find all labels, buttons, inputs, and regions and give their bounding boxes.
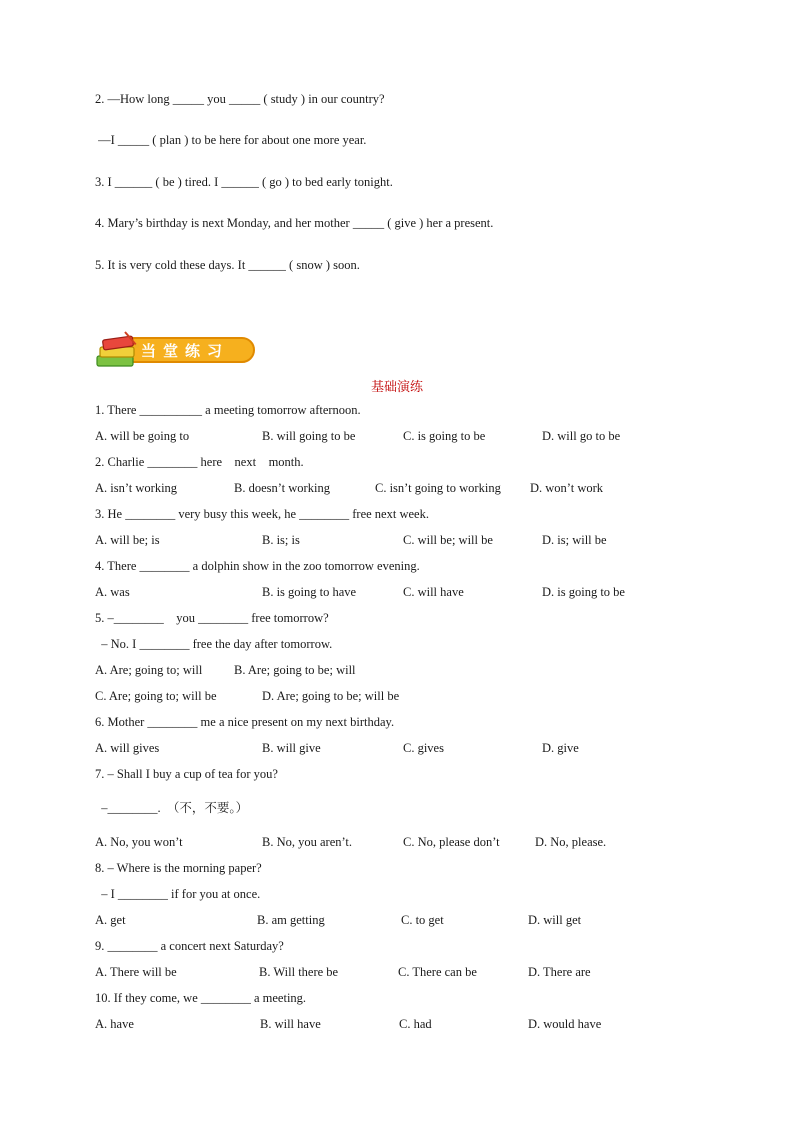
q6-option-a[interactable]: A. will gives <box>95 741 160 755</box>
q9-option-a[interactable]: A. There will be <box>95 965 177 979</box>
q2-option-d[interactable]: D. won’t work <box>530 481 604 495</box>
banner-label: 当堂练习 <box>141 342 230 360</box>
q3-option-a[interactable]: A. will be; is <box>95 533 160 547</box>
q1-option-c[interactable]: C. is going to be <box>403 429 486 443</box>
q4-option-c[interactable]: C. will have <box>403 585 464 599</box>
question-3-line: 3. I ______ ( be ) tired. I ______ ( go ) to bed early tonight. <box>95 175 393 189</box>
q10-stem: 10. If they come, we ________ a meeting. <box>95 991 307 1005</box>
q5-option-d[interactable]: D. Are; going to be; will be <box>262 689 400 703</box>
q2-option-a[interactable]: A. isn’t working <box>95 481 178 495</box>
q8-option-c[interactable]: C. to get <box>401 913 444 927</box>
q1-option-b[interactable]: B. will going to be <box>262 429 356 443</box>
q5-stem: 5. –________ you ________ free tomorrow? <box>95 611 329 625</box>
q2-stem: 2. Charlie ________ here next month. <box>95 455 304 469</box>
q1-stem: 1. There __________ a meeting tomorrow afternoon. <box>95 403 361 417</box>
q4-option-b[interactable]: B. is going to have <box>262 585 357 599</box>
q7-option-a[interactable]: A. No, you won’t <box>95 835 183 849</box>
q5-option-a[interactable]: A. Are; going to; will <box>95 663 203 677</box>
question-2-line: 2. —How long _____ you _____ ( study ) in our country? <box>95 92 385 106</box>
section-banner <box>95 330 260 370</box>
q1-option-a[interactable]: A. will be going to <box>95 429 190 443</box>
q3-option-d[interactable]: D. is; will be <box>542 533 607 547</box>
q7-option-d[interactable]: D. No, please. <box>535 835 607 849</box>
section-title: 基础演练 <box>370 380 423 395</box>
q10-option-d[interactable]: D. would have <box>528 1017 602 1031</box>
q9-option-d[interactable]: D. There are <box>528 965 591 979</box>
q6-option-b[interactable]: B. will give <box>262 741 321 755</box>
q9-option-c[interactable]: C. There can be <box>398 965 477 979</box>
q8-option-b[interactable]: B. am getting <box>257 913 325 927</box>
q6-option-c[interactable]: C. gives <box>403 741 444 755</box>
question-5-line: 5. It is very cold these days. It ______ ( snow ) soon. <box>95 258 360 272</box>
q2-option-b[interactable]: B. doesn’t working <box>234 481 330 495</box>
q10-option-c[interactable]: C. had <box>399 1017 432 1031</box>
q5-stem-reply: – No. I ________ free the day after tomorrow. <box>95 637 333 651</box>
q6-stem: 6. Mother ________ me a nice present on my next birthday. <box>95 715 395 729</box>
q5-option-c[interactable]: C. Are; going to; will be <box>95 689 217 703</box>
q8-stem-reply: – I ________ if for you at once. <box>95 887 261 901</box>
q7-option-c[interactable]: C. No, please don’t <box>403 835 500 849</box>
q10-option-a[interactable]: A. have <box>95 1017 134 1031</box>
q9-option-b[interactable]: B. Will there be <box>259 965 339 979</box>
q8-option-d[interactable]: D. will get <box>528 913 582 927</box>
q1-option-d[interactable]: D. will go to be <box>542 429 621 443</box>
q7-stem-reply: –________. （不，不要。） <box>95 801 249 815</box>
q7-stem: 7. – Shall I buy a cup of tea for you? <box>95 767 278 781</box>
q8-option-a[interactable]: A. get <box>95 913 126 927</box>
question-4-line: 4. Mary’s birthday is next Monday, and her mother _____ ( give ) her a present. <box>95 216 494 230</box>
q6-option-d[interactable]: D. give <box>542 741 579 755</box>
q3-option-c[interactable]: C. will be; will be <box>403 533 493 547</box>
books-icon <box>95 330 143 370</box>
q4-option-d[interactable]: D. is going to be <box>542 585 625 599</box>
q4-stem: 4. There ________ a dolphin show in the zoo tomorrow evening. <box>95 559 420 573</box>
q5-option-b[interactable]: B. Are; going to be; will <box>234 663 356 677</box>
q3-stem: 3. He ________ very busy this week, he ________ free next week. <box>95 507 429 521</box>
q2-option-c[interactable]: C. isn’t going to working <box>375 481 501 495</box>
q4-option-a[interactable]: A. was <box>95 585 130 599</box>
q9-stem: 9. ________ a concert next Saturday? <box>95 939 284 953</box>
q10-option-b[interactable]: B. will have <box>260 1017 321 1031</box>
q8-stem: 8. – Where is the morning paper? <box>95 861 262 875</box>
q3-option-b[interactable]: B. is; is <box>262 533 300 547</box>
question-2-answer-line: —I _____ ( plan ) to be here for about one more year. <box>95 133 367 147</box>
q7-option-b[interactable]: B. No, you aren’t. <box>262 835 353 849</box>
